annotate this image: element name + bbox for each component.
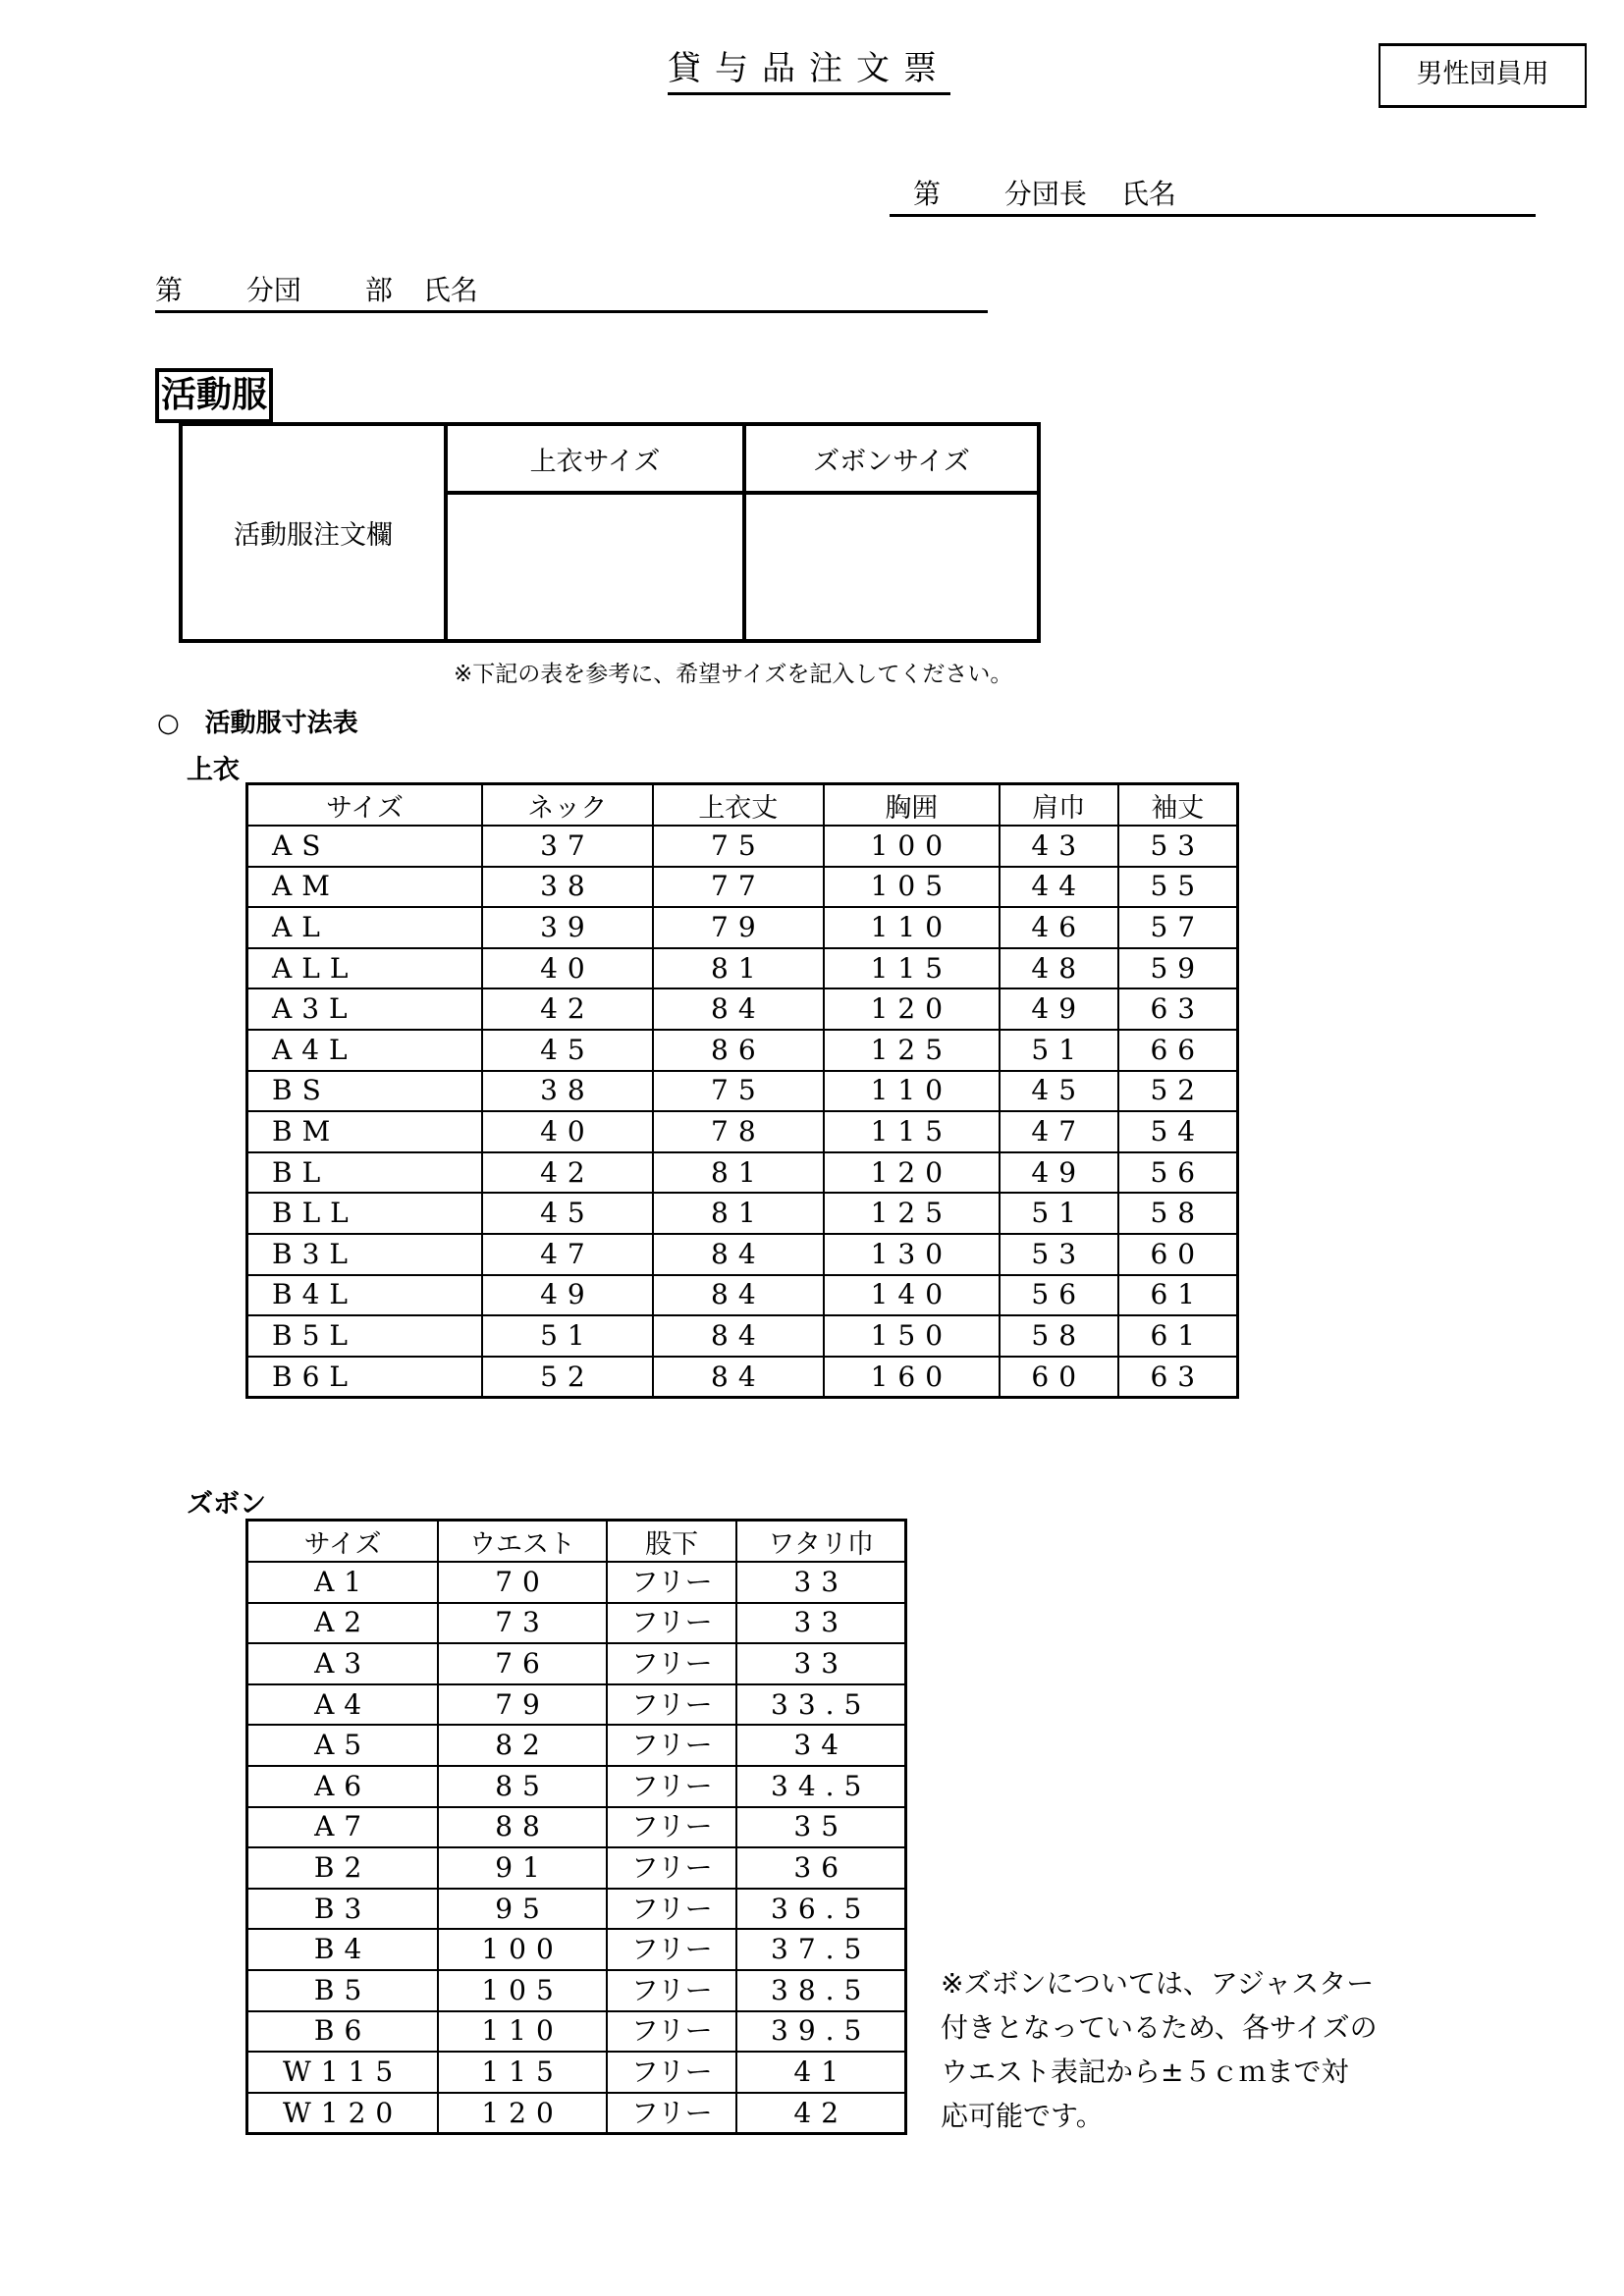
column-header: ウエスト — [438, 1521, 607, 1563]
value-cell: 110 — [824, 1071, 1000, 1112]
note-line: ※ズボンについては、アジャスター — [941, 1967, 1375, 2000]
value-cell: フリー — [607, 1889, 737, 1930]
size-cell: W115 — [247, 2052, 439, 2093]
value-cell: 33 — [736, 1643, 905, 1684]
table-row — [247, 867, 1238, 908]
column-header: ワタリ巾 — [736, 1521, 905, 1563]
table-row — [247, 1111, 1238, 1152]
value-cell: 79 — [438, 1684, 607, 1726]
value-cell: 40 — [482, 948, 653, 989]
size-cell: W120 — [247, 2093, 439, 2134]
value-cell: フリー — [607, 2052, 737, 2093]
value-cell: 115 — [824, 948, 1000, 989]
table-row — [247, 1929, 906, 1970]
table-row — [247, 1234, 1238, 1275]
value-cell: 41 — [736, 2052, 905, 2093]
value-cell: 49 — [1000, 988, 1118, 1030]
value-cell: 55 — [1118, 867, 1238, 908]
leader-name-label: 氏名 — [1120, 178, 1176, 210]
table-row — [247, 1562, 906, 1603]
size-cell: B3L — [247, 1234, 482, 1275]
value-cell: 63 — [1118, 1357, 1238, 1398]
value-cell: 75 — [653, 1071, 824, 1112]
member-name-label: 氏名 — [422, 274, 478, 306]
value-cell: 85 — [438, 1766, 607, 1807]
size-cell: A2 — [247, 1603, 439, 1644]
value-cell: フリー — [607, 1603, 737, 1644]
value-cell: 46 — [1000, 907, 1118, 948]
value-cell: 49 — [1000, 1152, 1118, 1194]
column-header: ネック — [482, 784, 653, 827]
value-cell: フリー — [607, 1766, 737, 1807]
table-row — [247, 2093, 906, 2134]
value-cell: 56 — [1118, 1152, 1238, 1194]
value-cell: 140 — [824, 1275, 1000, 1316]
value-cell: 130 — [824, 1234, 1000, 1275]
value-cell: 84 — [653, 1275, 824, 1316]
audience-badge: 男性団員用 — [1379, 43, 1587, 108]
order-table — [179, 422, 1041, 643]
size-cell: ALL — [247, 948, 482, 989]
value-cell: 81 — [653, 948, 824, 989]
table-row — [247, 2052, 906, 2093]
value-cell: フリー — [607, 1643, 737, 1684]
pants-size-table — [245, 1519, 907, 2135]
value-cell: フリー — [607, 1562, 737, 1603]
value-cell: 82 — [438, 1725, 607, 1766]
pants-label: ズボン — [187, 1489, 266, 1520]
value-cell: 36 — [736, 1847, 905, 1889]
value-cell: フリー — [607, 1970, 737, 2011]
column-header: 袖丈 — [1118, 784, 1238, 827]
value-cell: 54 — [1118, 1111, 1238, 1152]
value-cell: 59 — [1118, 948, 1238, 989]
value-cell: 33.5 — [736, 1684, 905, 1726]
value-cell: 42 — [736, 2093, 905, 2134]
value-cell: 120 — [438, 2093, 607, 2134]
value-cell: 150 — [824, 1315, 1000, 1357]
value-cell: 42 — [482, 988, 653, 1030]
size-cell: A3L — [247, 988, 482, 1030]
table-row — [247, 826, 1238, 867]
size-cell: A4 — [247, 1684, 439, 1726]
value-cell: 52 — [482, 1357, 653, 1398]
size-cell: A4L — [247, 1030, 482, 1071]
value-cell: 105 — [824, 867, 1000, 908]
value-cell: 76 — [438, 1643, 607, 1684]
table-row — [247, 1766, 906, 1807]
value-cell: 95 — [438, 1889, 607, 1930]
value-cell: 79 — [653, 907, 824, 948]
top-label: 上衣 — [187, 755, 240, 785]
value-cell: 56 — [1000, 1275, 1118, 1316]
leader-name-field[interactable] — [890, 175, 1536, 217]
value-cell: 44 — [1000, 867, 1118, 908]
table-row — [247, 1275, 1238, 1316]
value-cell: 43 — [1000, 826, 1118, 867]
value-cell: 35 — [736, 1807, 905, 1848]
value-cell: 91 — [438, 1847, 607, 1889]
value-cell: 88 — [438, 1807, 607, 1848]
value-cell: 77 — [653, 867, 824, 908]
table-row — [247, 1970, 906, 2011]
size-cell: A1 — [247, 1562, 439, 1603]
value-cell: 34.5 — [736, 1766, 905, 1807]
size-cell: B6 — [247, 2011, 439, 2053]
member-unit: 分団 — [245, 274, 301, 306]
value-cell: 52 — [1118, 1071, 1238, 1112]
size-cell: A6 — [247, 1766, 439, 1807]
value-cell: 84 — [653, 1234, 824, 1275]
table-row — [247, 1725, 906, 1766]
section-heading: 活動服 — [155, 368, 273, 423]
value-cell: 40 — [482, 1111, 653, 1152]
size-cell: AL — [247, 907, 482, 948]
size-cell: B3 — [247, 1889, 439, 1930]
value-cell: 84 — [653, 988, 824, 1030]
size-cell: BL — [247, 1152, 482, 1194]
value-cell: フリー — [607, 1807, 737, 1848]
value-cell: 38 — [482, 867, 653, 908]
table-row — [247, 1684, 906, 1726]
leader-prefix: 第 — [913, 178, 942, 210]
note-line: ウエスト表記から±５ｃｍまで対 — [941, 2056, 1349, 2088]
value-cell: 105 — [438, 1970, 607, 2011]
order-col-top-size: 上衣サイズ — [446, 424, 744, 493]
column-header: 股下 — [607, 1521, 737, 1563]
value-cell: 61 — [1118, 1315, 1238, 1357]
value-cell: 51 — [1000, 1030, 1118, 1071]
size-cell: B4 — [247, 1929, 439, 1970]
member-dept: 部 — [364, 274, 393, 306]
value-cell: 110 — [824, 907, 1000, 948]
pants-adjuster-note — [941, 1961, 1490, 2138]
size-cell: AM — [247, 867, 482, 908]
member-name-field[interactable] — [155, 271, 988, 313]
size-cell: A5 — [247, 1725, 439, 1766]
order-row-label: 活動服注文欄 — [181, 424, 446, 641]
value-cell: 37.5 — [736, 1929, 905, 1970]
value-cell: 38.5 — [736, 1970, 905, 2011]
size-cell: BLL — [247, 1193, 482, 1234]
document-title: 貸与品注文票 — [668, 47, 950, 95]
column-header: サイズ — [247, 784, 482, 827]
size-cell: A3 — [247, 1643, 439, 1684]
value-cell: 63 — [1118, 988, 1238, 1030]
table-row — [247, 1847, 906, 1889]
value-cell: 81 — [653, 1152, 824, 1194]
note-line: 付きとなっているため、各サイズの — [941, 2011, 1378, 2044]
value-cell: 39.5 — [736, 2011, 905, 2053]
value-cell: 58 — [1000, 1315, 1118, 1357]
table-row — [247, 1315, 1238, 1357]
size-cell: B5L — [247, 1315, 482, 1357]
member-prefix: 第 — [155, 274, 184, 306]
order-col-pants-size: ズボンサイズ — [744, 424, 1039, 493]
top-size-input[interactable] — [446, 493, 744, 641]
top-size-table — [245, 782, 1239, 1399]
table-row — [247, 1030, 1238, 1071]
value-cell: フリー — [607, 2093, 737, 2134]
value-cell: 160 — [824, 1357, 1000, 1398]
value-cell: 125 — [824, 1030, 1000, 1071]
value-cell: 45 — [1000, 1071, 1118, 1112]
table-row — [247, 1152, 1238, 1194]
size-cell: B2 — [247, 1847, 439, 1889]
note-line: 応可能です。 — [941, 2100, 1104, 2132]
table-row — [247, 1071, 1238, 1112]
value-cell: 75 — [653, 826, 824, 867]
size-cell: BM — [247, 1111, 482, 1152]
value-cell: 115 — [438, 2052, 607, 2093]
value-cell: 45 — [482, 1030, 653, 1071]
column-header: 肩巾 — [1000, 784, 1118, 827]
value-cell: 47 — [1000, 1111, 1118, 1152]
table-row — [247, 1193, 1238, 1234]
table-row — [247, 1807, 906, 1848]
dimensions-heading: ○ 活動服寸法表 — [157, 709, 358, 738]
column-header: 上衣丈 — [653, 784, 824, 827]
value-cell: 61 — [1118, 1275, 1238, 1316]
column-header: 胸囲 — [824, 784, 1000, 827]
leader-title: 分団長 — [1003, 178, 1087, 210]
value-cell: 53 — [1000, 1234, 1118, 1275]
value-cell: 100 — [438, 1929, 607, 1970]
value-cell: 51 — [482, 1315, 653, 1357]
value-cell: フリー — [607, 1725, 737, 1766]
value-cell: 81 — [653, 1193, 824, 1234]
size-cell: AS — [247, 826, 482, 867]
value-cell: 86 — [653, 1030, 824, 1071]
value-cell: 33 — [736, 1603, 905, 1644]
value-cell: 49 — [482, 1275, 653, 1316]
value-cell: 39 — [482, 907, 653, 948]
value-cell: 115 — [824, 1111, 1000, 1152]
value-cell: 125 — [824, 1193, 1000, 1234]
value-cell: 51 — [1000, 1193, 1118, 1234]
value-cell: 66 — [1118, 1030, 1238, 1071]
value-cell: 37 — [482, 826, 653, 867]
value-cell: 45 — [482, 1193, 653, 1234]
value-cell: 110 — [438, 2011, 607, 2053]
size-cell: B4L — [247, 1275, 482, 1316]
value-cell: 84 — [653, 1357, 824, 1398]
value-cell: 70 — [438, 1562, 607, 1603]
size-cell: B5 — [247, 1970, 439, 2011]
table-row — [247, 1643, 906, 1684]
value-cell: 38 — [482, 1071, 653, 1112]
value-cell: フリー — [607, 1929, 737, 1970]
value-cell: 57 — [1118, 907, 1238, 948]
size-cell: B6L — [247, 1357, 482, 1398]
value-cell: フリー — [607, 1684, 737, 1726]
value-cell: 47 — [482, 1234, 653, 1275]
pants-size-input[interactable] — [744, 493, 1039, 641]
value-cell: フリー — [607, 2011, 737, 2053]
table-row — [247, 1603, 906, 1644]
table-row — [247, 948, 1238, 989]
value-cell: 34 — [736, 1725, 905, 1766]
value-cell: 60 — [1118, 1234, 1238, 1275]
value-cell: 58 — [1118, 1193, 1238, 1234]
table-row — [247, 2011, 906, 2053]
value-cell: フリー — [607, 1847, 737, 1889]
value-cell: 33 — [736, 1562, 905, 1603]
value-cell: 120 — [824, 1152, 1000, 1194]
size-cell: BS — [247, 1071, 482, 1112]
value-cell: 78 — [653, 1111, 824, 1152]
value-cell: 84 — [653, 1315, 824, 1357]
order-note: ※下記の表を参考に、希望サイズを記入してください。 — [454, 662, 1013, 687]
column-header: サイズ — [247, 1521, 439, 1563]
table-row — [247, 988, 1238, 1030]
size-cell: A7 — [247, 1807, 439, 1848]
value-cell: 100 — [824, 826, 1000, 867]
table-row — [247, 1889, 906, 1930]
value-cell: 53 — [1118, 826, 1238, 867]
table-row — [247, 907, 1238, 948]
value-cell: 48 — [1000, 948, 1118, 989]
value-cell: 120 — [824, 988, 1000, 1030]
value-cell: 42 — [482, 1152, 653, 1194]
value-cell: 73 — [438, 1603, 607, 1644]
value-cell: 36.5 — [736, 1889, 905, 1930]
value-cell: 60 — [1000, 1357, 1118, 1398]
table-row — [247, 1357, 1238, 1398]
